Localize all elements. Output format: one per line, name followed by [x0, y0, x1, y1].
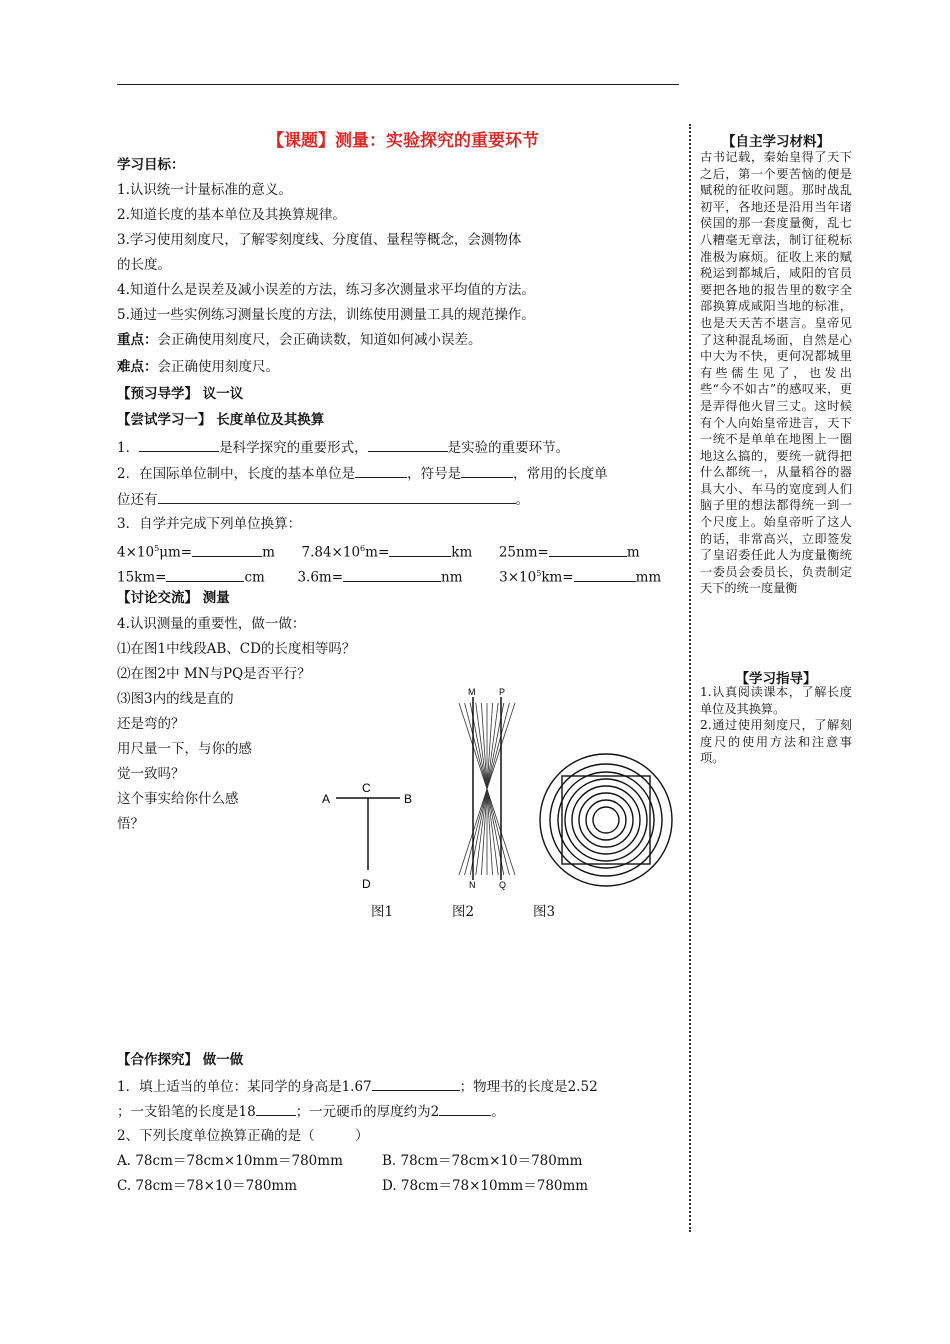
conv-text: km= — [541, 569, 574, 586]
conv-unit: km — [451, 544, 473, 561]
blank[interactable] — [139, 437, 219, 452]
q2-text-a: 2．在国际单位制中，长度的基本单位是 — [117, 466, 356, 482]
goal-item: 的长度。 — [117, 257, 171, 273]
coop-q1-text: ；物理书的长度是2.52 — [459, 1079, 598, 1095]
fig2-label-p: P — [499, 687, 506, 697]
trial-q2-cont — [117, 489, 529, 510]
conv-unit: mm — [635, 569, 662, 586]
option-d: D. 78cm＝78×10mm＝780mm — [382, 1178, 589, 1194]
key-text: 会正确使用刻度尺，会正确读数，知道如何减小误差。 — [157, 332, 482, 348]
blank[interactable] — [158, 489, 516, 504]
coop-q1 — [117, 1076, 598, 1097]
figure-2 — [455, 685, 545, 895]
fig3-ring — [586, 800, 626, 840]
blank[interactable] — [343, 567, 441, 582]
figure-1 — [318, 778, 418, 898]
conv-exponent: 6 — [360, 544, 366, 553]
fig2-ray — [487, 703, 509, 789]
trial-q1 — [117, 437, 569, 458]
conv-text: 3×10 — [499, 569, 537, 586]
trial-heading: 【尝试学习一】 长度单位及其换算 — [117, 412, 325, 428]
figure-1-caption: 图1 — [371, 904, 394, 920]
fig3-ring — [565, 779, 647, 861]
conv-text: m= — [365, 544, 390, 561]
q1-text-c: 是实验的重要环节。 — [447, 440, 570, 456]
fig2-label-n: N — [469, 880, 476, 890]
discuss-s3: 悟？ — [117, 816, 144, 832]
conv-text: 15km= — [117, 569, 167, 586]
discuss-s3: ⑶图3内的线是直的 — [117, 691, 234, 707]
conv-exponent: 5 — [536, 569, 542, 578]
blank[interactable] — [549, 542, 627, 557]
fig2-label-m: M — [468, 687, 476, 697]
key-label: 重点： — [117, 332, 158, 348]
preview-heading: 【预习导学】 议一议 — [117, 386, 244, 402]
q2-text-e: 。 — [515, 492, 529, 508]
fig3-ring — [579, 793, 633, 847]
discuss-s3: 用尺量一下，与你的感 — [117, 741, 252, 757]
q1-num: 1． — [117, 440, 140, 456]
conv-unit: m — [262, 544, 275, 561]
blank[interactable] — [389, 542, 451, 557]
blank[interactable] — [192, 542, 262, 557]
conv-text: 4×10 — [117, 544, 155, 561]
fig3-ring — [593, 807, 619, 833]
coop-q1-text: 1．填上适当的单位：某同学的身高是1.67 — [117, 1079, 372, 1095]
fig2-ray — [476, 789, 487, 875]
material-heading: 【自主学习材料】 — [722, 134, 830, 150]
discuss-s3: 觉一致吗？ — [117, 766, 185, 782]
fig2-label-q: Q — [499, 880, 507, 890]
blank[interactable] — [439, 1101, 491, 1116]
fig1-label-a: A — [322, 792, 331, 806]
discuss-heading: 【讨论交流】 测量 — [117, 590, 230, 606]
coop-q1-text: ；一支铅笔的长度是18 — [117, 1104, 256, 1120]
blank[interactable] — [256, 1101, 296, 1116]
option-a: A. 78cm＝78cm×10mm＝780mm — [117, 1153, 343, 1169]
blank[interactable] — [368, 437, 448, 452]
discuss-s3: 这个事实给你什么感 — [117, 791, 239, 807]
fig1-label-d: D — [362, 877, 371, 891]
blank[interactable] — [574, 567, 636, 582]
option-b: B. 78cm＝78cm×10＝780mm — [382, 1153, 583, 1169]
figure-3-caption: 图3 — [533, 904, 556, 920]
fig3-ring — [572, 786, 640, 854]
goal-item: 2.知道长度的基本单位及其换算规律。 — [117, 207, 346, 223]
fig2-ray — [465, 789, 487, 875]
discuss-q4: 4.认识测量的重要性，做一做： — [117, 616, 306, 632]
fig1-label-c: C — [362, 781, 371, 795]
q2-text-c: ，常用的长度单 — [513, 466, 608, 482]
conv-exponent: 5 — [154, 544, 160, 553]
difficult-label: 难点： — [117, 359, 158, 375]
blank[interactable] — [372, 1076, 460, 1091]
q2-text-b: ，符号是 — [407, 466, 462, 482]
blank[interactable] — [166, 567, 244, 582]
material-text: 古书记载，秦始皇得了天下之后，第一个要苦恼的便是赋税的征收问题。那时战乱初平，各地还是沿用当年诸侯国的那一套度量衡，乱七八糟毫无章法，制订征税标准极为麻烦。征收上来的赋税运到都城后，咸阳的官员要把各地的报告里的数字全部换算成咸阳当地的标准，也是天天苦不堪言。皇帝见了这种混乱场面，自然是心中大为不快，更何况都城里有些儒生见了，也发出些“今不如古”的感叹来，更是弄得他火冒三丈。这时候有个人向始皇帝进言，天下一统不是单单在地图上一圈地这么搞的，要统一就得把什么都统一，从量稻谷的器具大小、车马的宽度到人们脑子里的想法都得统一到一个尺度上。始皇帝听了这人的话，非常高兴，立即签发了皇诏委任此人为度量衡统一委员会委员长，负责制定天下的统一度量衡 — [700, 150, 852, 596]
key-point — [117, 330, 482, 350]
coop-heading: 【合作探究】 做一做 — [117, 1052, 244, 1068]
page-title: 【课题】测量：实验探究的重要环节 — [267, 131, 539, 151]
trial-q2 — [117, 463, 608, 484]
fig2-ray — [487, 703, 498, 789]
goal-item: 1.认识统一计量标准的意义。 — [117, 182, 292, 198]
conv-text: 25nm= — [498, 544, 549, 561]
trial-q3: 3．自学并完成下列单位换算： — [117, 516, 302, 532]
figure-3 — [538, 752, 674, 888]
goal-item: 3.学习使用刻度尺，了解零刻度线、分度值、量程等概念，会测物体 — [117, 232, 522, 248]
discuss-s3: 还是弯的？ — [117, 716, 185, 732]
conv-text: μm= — [159, 544, 193, 561]
conversion-row-2 — [117, 564, 661, 588]
conversion-row-1 — [117, 539, 640, 563]
blank[interactable] — [355, 463, 407, 478]
discuss-s1: ⑴在图1中线段AB、CD的长度相等吗？ — [117, 641, 356, 657]
coop-q2: 2、下列长度单位换算正确的是（ ） — [117, 1128, 369, 1144]
guide-item: 1.认真阅读课本，了解长度单位及其换算。 — [700, 685, 852, 716]
goals-heading: 学习目标： — [117, 157, 185, 173]
conv-text: 7.84×10 — [301, 544, 361, 561]
header-rule — [117, 84, 679, 85]
difficult-point — [117, 357, 279, 377]
fig2-ray — [487, 789, 509, 875]
coop-q1-cont — [117, 1101, 505, 1122]
blank[interactable] — [461, 463, 513, 478]
fig2-ray — [465, 703, 487, 789]
conv-text: 3.6m= — [297, 569, 344, 586]
fig1-label-b: B — [404, 792, 413, 806]
fig2-ray — [476, 703, 487, 789]
guide-heading: 【学习指导】 — [735, 671, 817, 687]
goal-item: 4.知道什么是误差及减小误差的方法，练习多次测量求平均值的方法。 — [117, 282, 535, 298]
fig2-ray — [487, 789, 498, 875]
fig3-ring — [550, 764, 662, 876]
coop-q1-text: ；一元硬币的厚度约为2 — [295, 1104, 440, 1120]
q1-text-b: 是科学探究的重要形式， — [219, 440, 368, 456]
conv-unit: nm — [441, 569, 463, 586]
coop-q1-text: 。 — [491, 1104, 505, 1120]
fig3-ring — [540, 754, 672, 886]
guide-item: 2.通过使用刻度尺，了解刻度尺的使用方法和注意事项。 — [700, 718, 852, 766]
conv-unit: m — [626, 544, 640, 561]
figure-2-caption: 图2 — [452, 904, 475, 920]
q2-text-d: 位还有 — [117, 492, 158, 508]
discuss-s2: ⑵在图2中 MN与PQ是否平行？ — [117, 666, 311, 682]
difficult-text: 会正确使用刻度尺。 — [157, 359, 279, 375]
goal-item: 5.通过一些实例练习测量长度的方法，训练使用测量工具的规范操作。 — [117, 307, 535, 323]
option-c: C. 78cm＝78×10＝780mm — [117, 1178, 298, 1194]
conv-unit: cm — [244, 569, 265, 586]
